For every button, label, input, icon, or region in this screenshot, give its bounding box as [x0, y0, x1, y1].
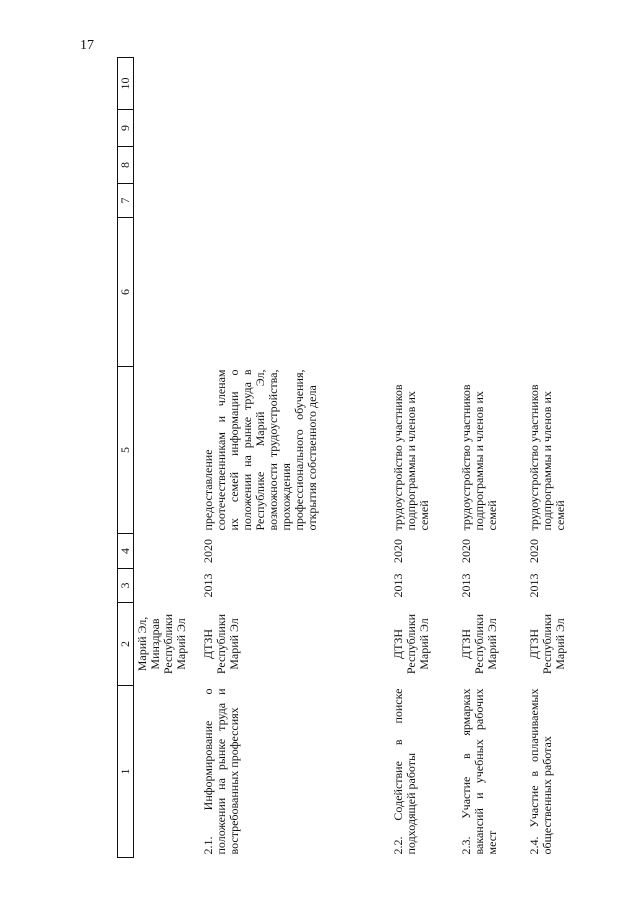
table-row	[526, 58, 600, 858]
column-header-8: 8	[118, 147, 134, 184]
cell-activity: 2.3. Участие в ярмарках вакансий и учебных рабочих мест	[459, 688, 499, 855]
cell-executor: ДТЗН Республики Марий Эл	[391, 613, 431, 675]
program-activities-table	[117, 57, 600, 858]
table-row-continuation	[134, 58, 201, 858]
cell-end-year: 2020	[391, 539, 405, 563]
column-header-10: 10	[118, 58, 134, 110]
cell-end-year: 2020	[459, 539, 473, 563]
cell-start-year: 2013	[459, 573, 473, 598]
cell-end-year: 2020	[527, 539, 541, 563]
cell-start-year: 2013	[527, 573, 541, 598]
column-header-3: 3	[118, 569, 134, 603]
cell-activity: 2.1. Информирование о положении на рынке труда и востребованных профессиях	[201, 688, 241, 855]
cell-col2: Марий Эл, Минздрав Республики Марий Эл	[135, 613, 188, 675]
cell-col1	[134, 686, 201, 858]
column-header-2: 2	[118, 603, 134, 686]
column-header-1: 1	[118, 686, 134, 858]
rotated-table-container	[117, 58, 640, 858]
table-row	[390, 58, 458, 858]
column-number-row	[118, 58, 134, 858]
cell-activity: 2.4. Участие в оплачиваемых общественных работах	[527, 688, 554, 855]
cell-end-year: 2020	[201, 539, 215, 563]
column-header-6: 6	[118, 218, 134, 367]
cell-executor: ДТЗН Республики Марий Эл	[459, 613, 499, 675]
cell-expected-result: трудоустройство участников подпрограммы и членов их семей	[459, 384, 499, 531]
page-number: 17	[80, 38, 94, 53]
table-row	[200, 58, 390, 858]
cell-executor: ДТЗН Республики Марий Эл	[201, 613, 241, 675]
cell-expected-result: трудоустройство участников подпрограммы и членов их семей	[527, 384, 567, 531]
cell-activity: 2.2. Содействие в поиске подходящей работы	[391, 688, 418, 855]
column-header-9: 9	[118, 110, 134, 147]
cell-executor: ДТЗН Республики Марий Эл	[527, 613, 567, 675]
cell-expected-result: предоставление соотечественникам и членам их семей информации о положении на рынке труда в Республике Марий Эл, возможности трудоустройства, прохождения профессионального обучения, открытия собственного дела	[201, 369, 319, 531]
column-header-4: 4	[118, 534, 134, 569]
cell-start-year: 2013	[201, 573, 215, 598]
column-header-7: 7	[118, 184, 134, 218]
cell-expected-result: трудоустройство участников подпрограммы и членов их семей	[391, 384, 431, 531]
column-header-5: 5	[118, 367, 134, 534]
cell-start-year: 2013	[391, 573, 405, 598]
table-row	[458, 58, 526, 858]
